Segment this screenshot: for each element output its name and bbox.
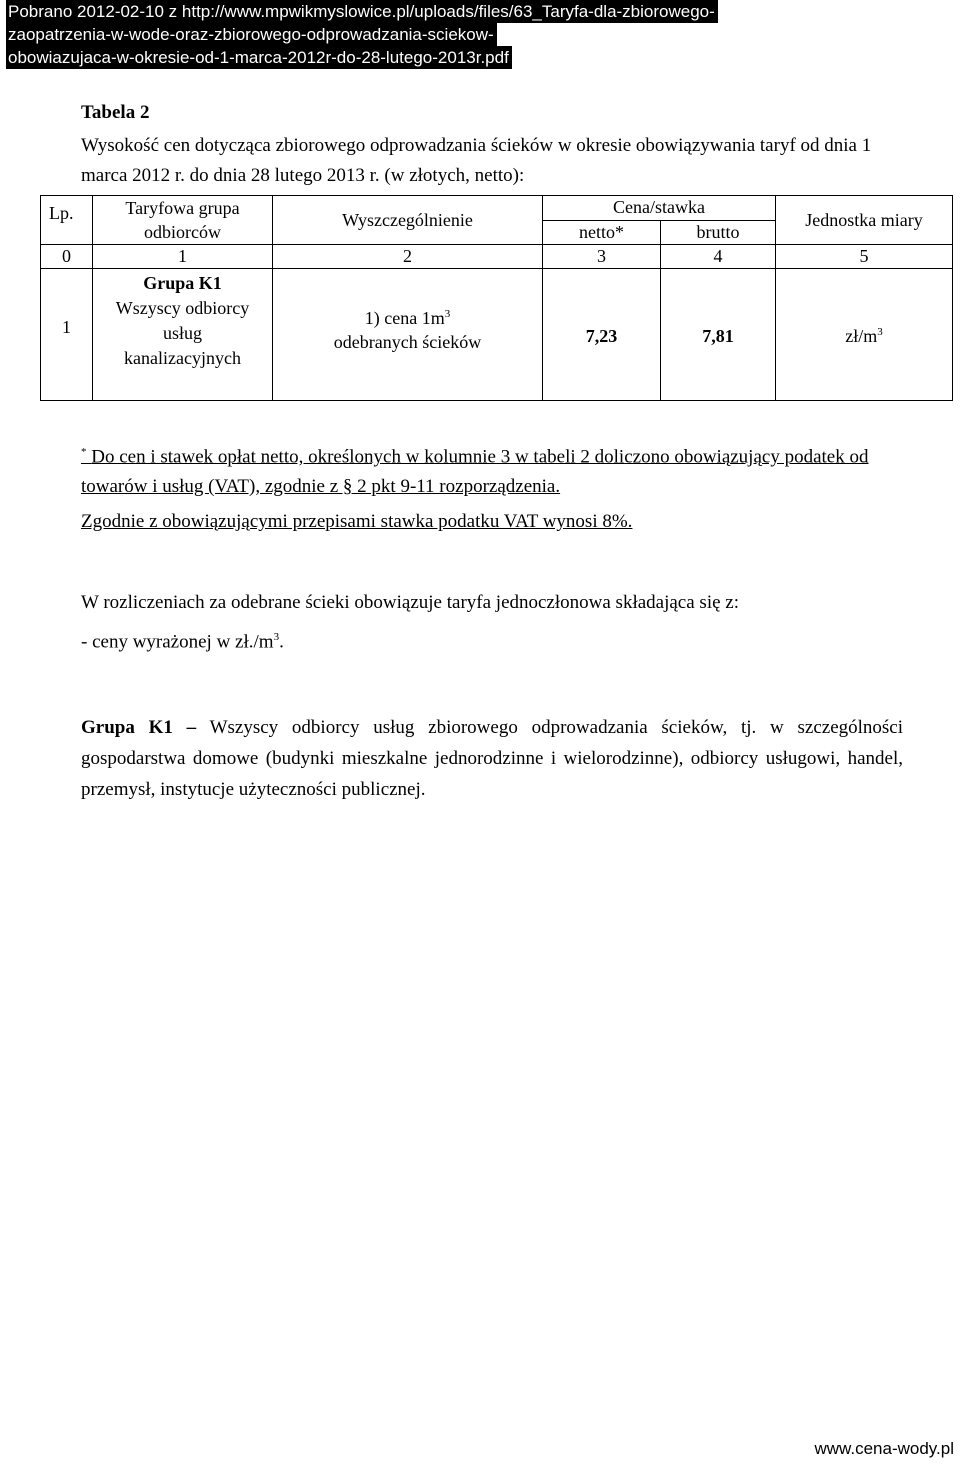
settlement-text: W rozliczeniach za odebrane ścieki obowiązuje taryfa jednoczłonowa składająca się z: — [81, 592, 739, 613]
group-definition — [81, 712, 903, 805]
column-numbers-row — [41, 245, 953, 269]
row-unit-sup: 3 — [877, 326, 883, 338]
settlement-price-sup: 3 — [273, 631, 280, 643]
group-definition-text: Wszyscy odbiorcy usług zbiorowego odprowadzania ścieków, tj. w szczególności gospodarstwa domowe (budynki mieszkalne jednorodzinne i wielorodzinne), odbiorcy usługowi, handel, przemysł, instytucje użyteczności publicznej. — [81, 717, 904, 800]
row-group-name: Grupa K1 — [143, 273, 222, 293]
download-source-header — [6, 0, 956, 69]
header-spec: Wyszczególnienie — [273, 196, 543, 245]
vat-note — [81, 437, 911, 502]
row-spec-main: 1) cena 1m — [364, 307, 445, 328]
row-unit-main: zł/m — [845, 326, 878, 346]
header-gross: brutto — [661, 220, 776, 245]
header-group: Taryfowa grupa odbiorców — [93, 196, 273, 245]
vat-rate-note: Zgodnie z obowiązującymi przepisami stawka podatku VAT wynosi 8%. — [81, 511, 633, 532]
col-number: 5 — [776, 245, 953, 269]
settlement-price-end: . — [279, 631, 284, 653]
settlement-price-text: - ceny wyrażonej w zł./m — [81, 631, 274, 653]
col-number: 2 — [273, 245, 543, 269]
row-spec — [273, 269, 543, 401]
row-lp: 1 — [41, 269, 93, 401]
col-number: 1 — [93, 245, 273, 269]
col-number: 4 — [661, 245, 776, 269]
header-line-2: zaopatrzenia-w-wode-oraz-zbiorowego-odprowadzania-sciekow- — [6, 23, 497, 46]
table-title: Tabela 2 — [81, 102, 150, 123]
row-spec-rest: odebranych ścieków — [333, 331, 482, 352]
header-net: netto* — [543, 220, 661, 245]
tariff-table — [40, 195, 953, 401]
site-footer: www.cena-wody.pl — [814, 1439, 954, 1458]
header-lp: Lp. — [41, 196, 93, 245]
row-group — [93, 269, 273, 401]
group-definition-label: Grupa K1 – — [81, 717, 197, 738]
header-unit: Jednostka miary — [776, 196, 953, 245]
row-group-desc: Wszyscy odbiorcy usług kanalizacyjnych — [115, 298, 250, 368]
row-net-price: 7,23 — [543, 269, 661, 401]
table-description: Wysokość cen dotycząca zbiorowego odprowadzania ścieków w okresie obowiązywania taryf od dnia 1 marca 2012 r. do dnia 28 lutego 2013 r. (w złotych, netto): — [81, 135, 872, 186]
col-number: 0 — [41, 245, 93, 269]
note-asterisk: * — [81, 446, 87, 458]
col-number: 3 — [543, 245, 661, 269]
table-row — [41, 269, 953, 401]
row-gross-price: 7,81 — [661, 269, 776, 401]
header-price: Cena/stawka — [543, 196, 776, 221]
header-line-3: obowiazujaca-w-okresie-od-1-marca-2012r-do-28-lutego-2013r.pdf — [6, 46, 512, 69]
row-spec-sup: 3 — [444, 307, 451, 320]
row-unit — [776, 269, 953, 401]
header-line-1: Pobrano 2012-02-10 z http://www.mpwikmyslowice.pl/uploads/files/63_Taryfa-dla-zbiorowego- — [6, 0, 718, 23]
settlement-price-line — [81, 631, 284, 653]
vat-note-text: Do cen i stawek opłat netto, określonych w kolumnie 3 w tabeli 2 doliczono obowiązujący podatek od towarów i usług (VAT), zgodnie z § 2 pkt 9-11 rozporządzenia. — [81, 446, 869, 498]
